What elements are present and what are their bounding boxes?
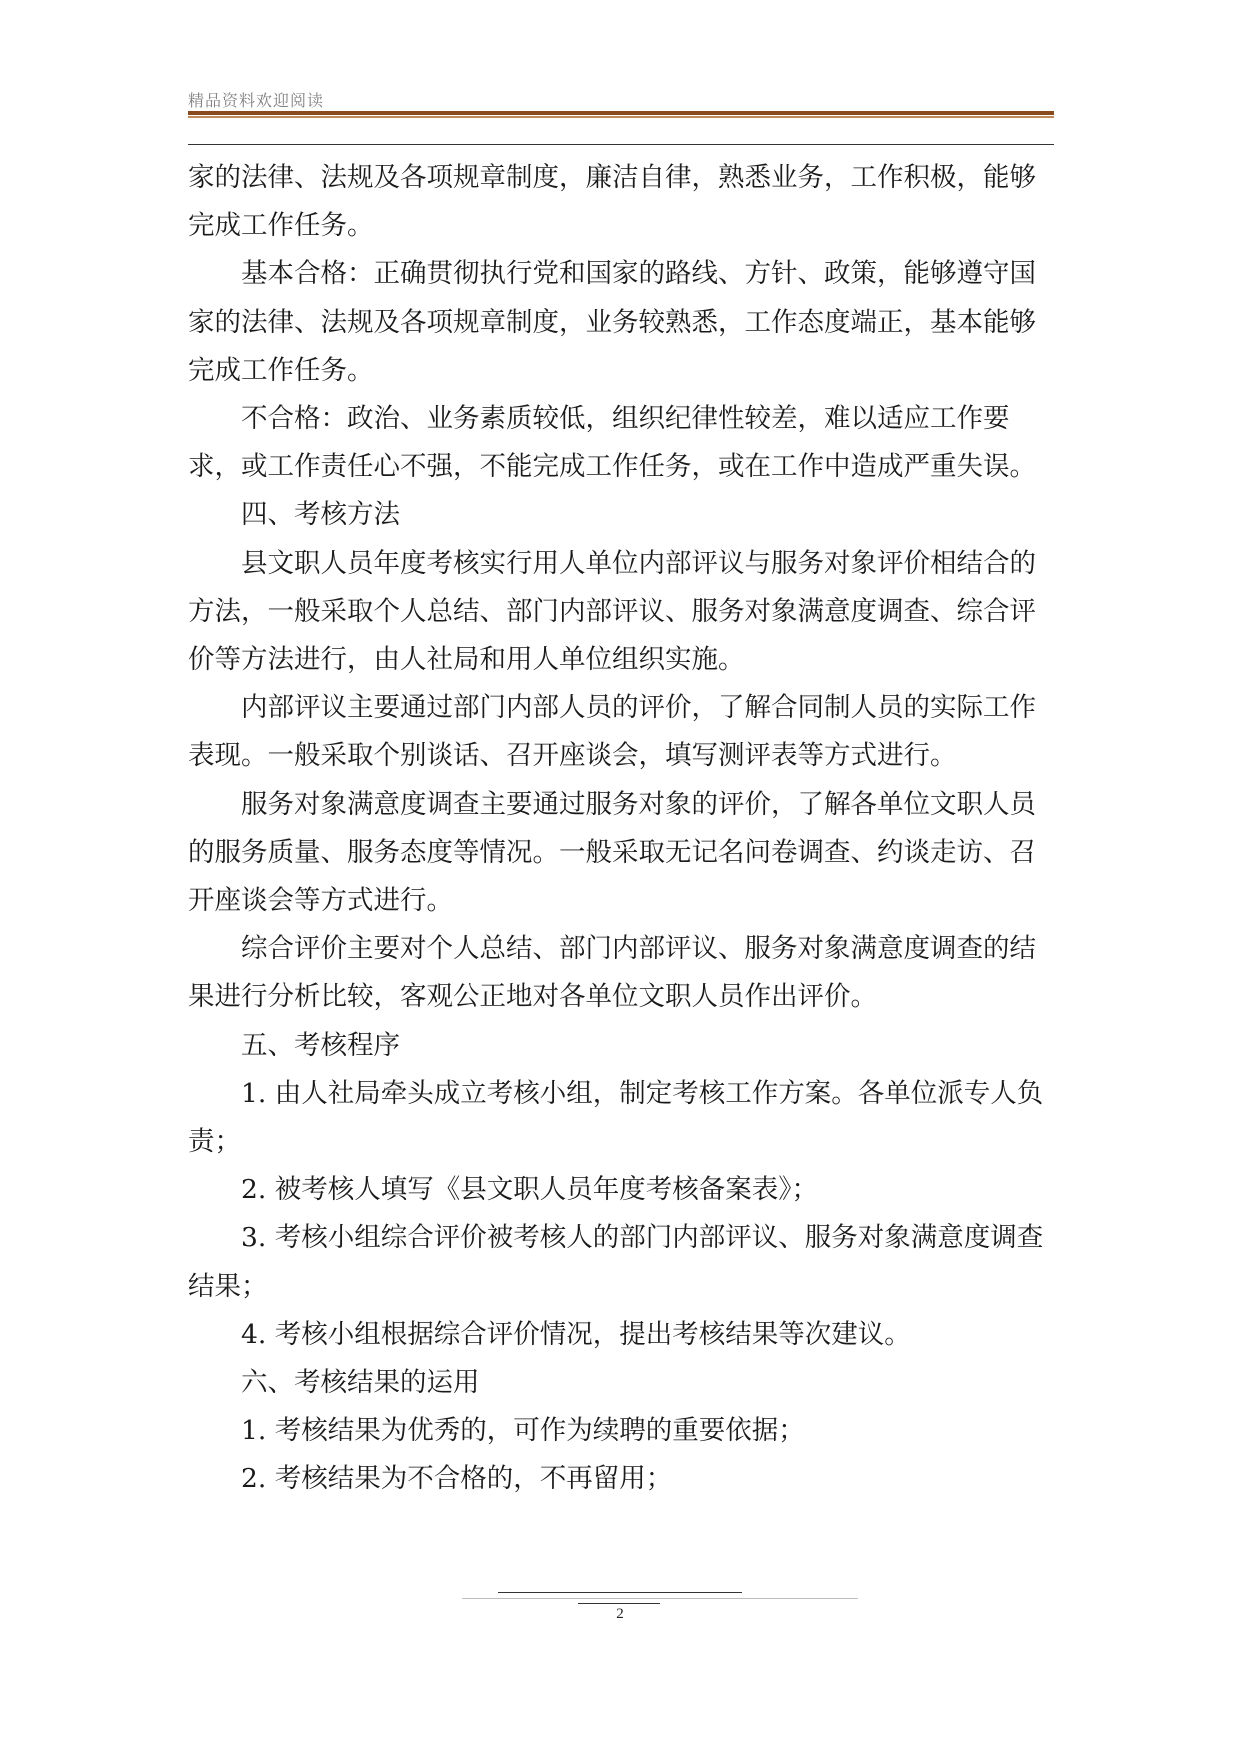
section-heading: 六、考核结果的运用 [241,1367,480,1399]
header-rule-accent [188,116,1054,118]
list-item: 2. 被考核人填写《县文职人员年度考核备案表》； [241,1174,818,1206]
list-item: 1. 考核结果为优秀的，可作为续聘的重要依据； [241,1415,805,1447]
paragraph: 综合评价主要对个人总结、部门内部评议、服务对象满意度调查的结果进行分析比较，客观公正地对各单位文职人员作出评价。 [188,933,1036,1013]
header-rule-thick [188,111,1054,115]
paragraph: 县文职人员年度考核实行用人单位内部评议与服务对象评价相结合的方法，一般采取个人总结、部门内部评议、服务对象满意度调查、综合评价等方法进行，由人社局和用人单位组织实施。 [188,547,1036,676]
list-item: 3. 考核小组综合评价被考核人的部门内部评议、服务对象满意度调查结果； [188,1222,1044,1302]
footer-rule-light [462,1598,858,1599]
document-body [188,154,1058,1504]
footer-rule [498,1592,742,1593]
paragraph: 基本合格：正确贯彻执行党和国家的路线、方针、政策，能够遵守国家的法律、法规及各项规章制度，业务较熟悉，工作态度端正，基本能够完成工作任务。 [188,258,1036,386]
paragraph: 家的法律、法规及各项规章制度，廉洁自律，熟悉业务，工作积极，能够完成工作任务。 [188,162,1036,242]
list-item: 1. 由人社局牵头成立考核小组，制定考核工作方案。各单位派专人负责； [188,1077,1044,1158]
paragraph: 不合格：政治、业务素质较低，组织纪律性较差，难以适应工作要求，或工作责任心不强，不能完成工作任务，或在工作中造成严重失误。 [188,403,1036,483]
list-item: 2. 考核结果为不合格的，不再留用； [241,1463,673,1495]
page-header-text: 精品资料欢迎阅读 [188,91,325,110]
header-rule-thin [188,144,1054,145]
section-heading: 五、考核程序 [241,1029,400,1061]
list-item: 4. 考核小组根据综合评价情况，提出考核结果等次建议。 [241,1318,911,1350]
paragraph: 内部评议主要通过部门内部人员的评价，了解合同制人员的实际工作表现。一般采取个别谈话、召开座谈会，填写测评表等方式进行。 [188,692,1036,772]
page-number: 2 [616,1606,624,1622]
section-heading: 四、考核方法 [241,499,400,531]
paragraph: 服务对象满意度调查主要通过服务对象的评价，了解各单位文职人员的服务质量、服务态度等情况。一般采取无记名问卷调查、约谈走访、召开座谈会等方式进行。 [188,788,1036,917]
footer-rule-short [578,1603,660,1604]
